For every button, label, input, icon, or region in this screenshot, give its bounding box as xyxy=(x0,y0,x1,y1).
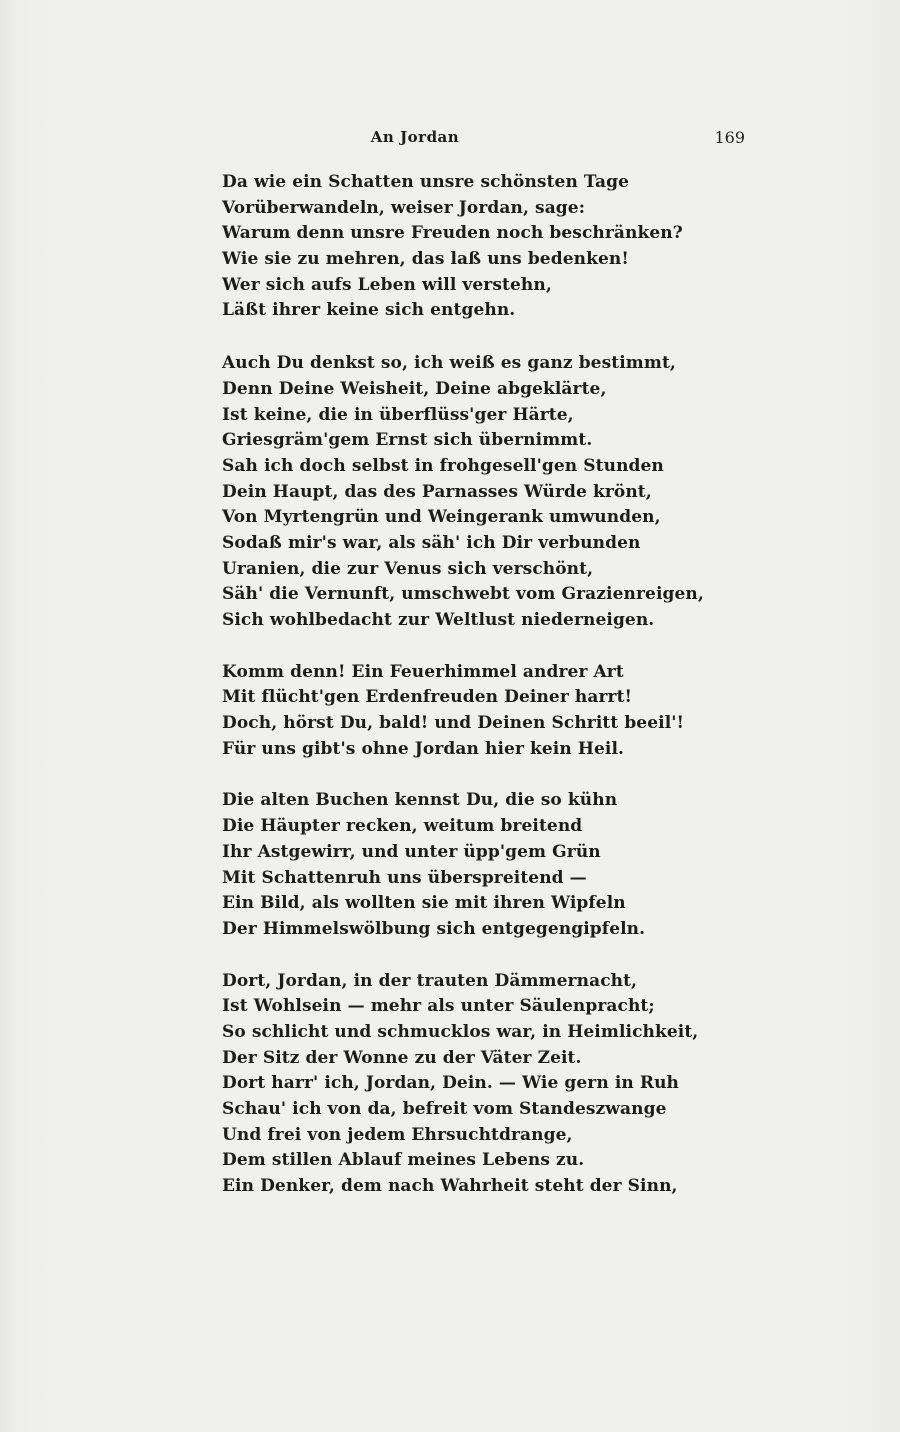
poem-body xyxy=(222,170,704,1226)
poem-line: Dein Haupt, das des Parnasses Würde krönt, xyxy=(222,481,652,502)
stanza-1 xyxy=(222,170,682,324)
poem-line: Ihr Astgewirr, und unter üpp'gem Grün xyxy=(222,841,601,862)
poem-line: Für uns gibt's ohne Jordan hier kein Heil. xyxy=(222,738,625,759)
poem-line: Sodaß mir's war, als säh' ich Dir verbunden xyxy=(222,532,641,553)
poem-line: Dem stillen Ablauf meines Lebens zu. xyxy=(222,1150,585,1171)
poem-line: Ein Denker, dem nach Wahrheit steht der Sinn, xyxy=(222,1176,678,1197)
poem-line: Wie sie zu mehren, das laß uns bedenken! xyxy=(222,249,629,270)
poem-line: Läßt ihrer keine sich entgehn. xyxy=(222,300,516,321)
poem-line: Komm denn! Ein Feuerhimmel andrer Art xyxy=(222,661,624,682)
poem-line: Denn Deine Weisheit, Deine abgeklärte, xyxy=(222,378,607,399)
running-header xyxy=(0,128,900,152)
stanza-2 xyxy=(222,351,704,634)
poem-line: Die alten Buchen kennst Du, die so kühn xyxy=(222,790,618,811)
poem-line: Griesgräm'gem Ernst sich übernimmt. xyxy=(222,430,593,451)
poem-line: Auch Du denkst so, ich weiß es ganz bestimmt, xyxy=(222,353,676,374)
poem-line: Da wie ein Schatten unsre schönsten Tage xyxy=(222,172,630,192)
poem-line: Doch, hörst Du, bald! und Deinen Schritt beeil'! xyxy=(222,713,685,734)
poem-line: Wer sich aufs Leben will verstehn, xyxy=(222,274,552,295)
poem-line: Mit flücht'gen Erdenfreuden Deiner harrt! xyxy=(222,687,633,708)
stanza-5 xyxy=(222,969,699,1200)
poem-line: Und frei von jedem Ehrsuchtdrange, xyxy=(222,1124,573,1145)
poem-line: Ein Bild, als wollten sie mit ihren Wipfeln xyxy=(222,893,626,914)
page-number: 169 xyxy=(714,128,745,147)
stanza-3 xyxy=(222,660,685,763)
poem-line: Sah ich doch selbst in frohgesell'gen Stunden xyxy=(222,455,664,476)
poem-line: Vorüberwandeln, weiser Jordan, sage: xyxy=(222,197,586,218)
poem-line: Von Myrtengrün und Weingerank umwunden, xyxy=(222,507,661,528)
poem-line: Der Himmelswölbung sich entgegengipfeln. xyxy=(222,918,646,939)
poem-line: Ist Wohlsein — mehr als unter Säulenpracht; xyxy=(222,996,655,1017)
poem-line: Dort harr' ich, Jordan, Dein. — Wie gern in Ruh xyxy=(222,1073,680,1094)
poem-line: Uranien, die zur Venus sich verschönt, xyxy=(222,558,594,579)
poem-line: Der Sitz der Wonne zu der Väter Zeit. xyxy=(222,1047,582,1068)
poem-line: Warum denn unsre Freuden noch beschränken? xyxy=(222,223,683,244)
poem-line: Schau' ich von da, befreit vom Standeszwange xyxy=(222,1099,667,1119)
stanza-4 xyxy=(222,788,682,942)
poem-line: Sich wohlbedacht zur Weltlust niederneigen. xyxy=(222,610,655,630)
poem-line: Dort, Jordan, in der trauten Dämmernacht, xyxy=(222,970,638,991)
poem-line: Ist keine, die in überflüss'ger Härte, xyxy=(222,404,574,425)
poem-line: Mit Schattenruh uns überspreitend — xyxy=(222,867,587,888)
running-title: An Jordan xyxy=(370,128,460,146)
poem-line: Säh' die Vernunft, umschwebt vom Grazienreigen, xyxy=(222,584,704,605)
poem-line: So schlicht und schmucklos war, in Heimlichkeit, xyxy=(222,1021,699,1042)
poem-line: Die Häupter recken, weitum breitend xyxy=(222,816,583,837)
